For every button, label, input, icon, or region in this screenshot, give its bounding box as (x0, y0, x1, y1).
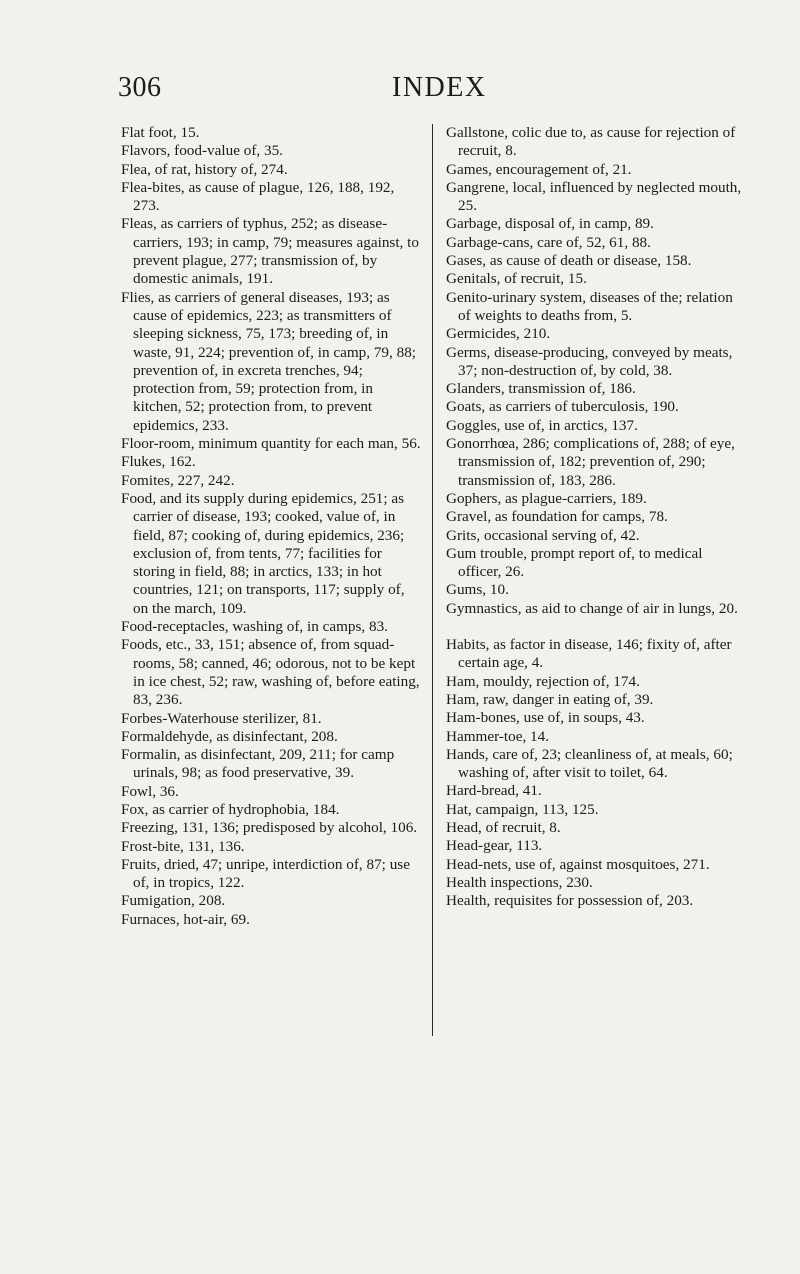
index-entry: Gum trouble, prompt report of, to medical officer, 26. (446, 544, 703, 581)
index-entry: Freezing, 131, 136; predisposed by alcohol, 106. (121, 819, 418, 837)
index-entry: Gonorrhœa, 286; complications of, 288; of eye, transmission of, 182; prevention of, 290; transmission of, 183, 286. (446, 435, 735, 489)
index-entry: Head-gear, 113. (446, 837, 543, 855)
index-entry: Hat, campaign, 113, 125. (446, 800, 599, 818)
index-entry: Ham, mouldy, rejection of, 174. (446, 672, 640, 690)
column-divider (432, 124, 433, 1036)
index-entry: Flavors, food-value of, 35. (121, 142, 283, 160)
index-entry: Glanders, transmission of, 186. (446, 380, 636, 398)
index-entry: Foods, etc., 33, 151; absence of, from squad-rooms, 58; canned, 46; odorous, not to be kept in ice chest, 52; raw, washing of, before eating, 83, 236. (121, 636, 420, 709)
index-entry: Fumigation, 208. (121, 892, 226, 910)
index-entry: Goggles, use of, in arctics, 137. (446, 416, 638, 434)
index-entry: Ham, raw, danger in eating of, 39. (446, 690, 654, 708)
index-entry: Fleas, as carriers of typhus, 252; as disease-carriers, 193; in camp, 79; measures against, to prevent plague, 277; transmission of, by domestic animals, 191. (121, 215, 419, 288)
index-entry: Flea-bites, as cause of plague, 126, 188, 192, 273. (121, 178, 395, 215)
index-entry: Furnaces, hot-air, 69. (121, 910, 250, 928)
index-entry: Flat foot, 15. (121, 124, 200, 141)
index-entry: Flukes, 162. (121, 453, 196, 471)
index-entry: Fox, as carrier of hydrophobia, 184. (121, 800, 340, 818)
index-entry: Health, requisites for possession of, 203. (446, 892, 694, 910)
index-entry: Hands, care of, 23; cleanliness of, at meals, 60; washing of, after visit to toilet, 64. (446, 745, 733, 782)
index-entry: Games, encouragement of, 21. (446, 160, 632, 178)
index-entry: Head-nets, use of, against mosquitoes, 271. (446, 855, 710, 873)
index-entry: Food, and its supply during epidemics, 251; as carrier of disease, 193; cooked, value of, in field, 87; cooking of, during epidemics, 236; exclusion of, from tents, 77; facilities for storing in field, 88; in arctics, 133; in hot countries, 121; on transports, 117; supply of, on the march, 109. (121, 489, 405, 617)
index-entry: Gophers, as plague-carriers, 189. (446, 489, 647, 507)
index-entry: Goats, as carriers of tuberculosis, 190. (446, 398, 679, 416)
index-entry: Genitals, of recruit, 15. (446, 270, 587, 288)
index-entry: Gymnastics, as aid to change of air in lungs, 20. (446, 599, 738, 617)
index-entry: Gangrene, local, influenced by neglected mouth, 25. (446, 178, 742, 215)
index-entry: Gases, as cause of death or disease, 158. (446, 252, 692, 270)
index-entry: Germs, disease-producing, conveyed by meats, 37; non-destruction of, by cold, 38. (446, 343, 733, 379)
index-entry: Garbage, disposal of, in camp, 89. (446, 215, 654, 233)
index-entry: Flea, of rat, history of, 274. (121, 160, 288, 178)
index-entry: Frost-bite, 131, 136. (121, 837, 245, 855)
page-header (0, 72, 800, 112)
index-entry: Gravel, as foundation for camps, 78. (446, 508, 668, 526)
index-entry: Formaldehyde, as disinfectant, 208. (121, 727, 338, 745)
running-title: INDEX (392, 72, 487, 103)
index-entry: Flies, as carriers of general diseases, 193; as cause of epidemics, 223; as transmitters of sleeping sickness, 75, 173; breeding of, in waste, 91, 224; prevention of, in camp, 79, 88; prevention of, in excreta trenches, 94; protection from, 59; protection from, in kitchen, 52; protection from, to prevent epidemics, 233. (121, 288, 417, 434)
index-entry: Formalin, as disinfectant, 209, 211; for camp urinals, 98; as food preservative, 39. (121, 746, 395, 782)
index-entry: Floor-room, minimum quantity for each man, 56. (121, 435, 421, 453)
index-entry: Forbes-Waterhouse sterilizer, 81. (121, 709, 322, 727)
index-entry: Fomites, 227, 242. (121, 471, 235, 489)
index-column-right (446, 124, 746, 910)
index-entry: Hammer-toe, 14. (446, 727, 550, 745)
index-entry: Gallstone, colic due to, as cause for rejection of recruit, 8. (446, 124, 736, 160)
index-entry: Gums, 10. (446, 581, 509, 599)
index-entry: Genito-urinary system, diseases of the; relation of weights to deaths from, 5. (446, 288, 733, 324)
index-entry: Ham-bones, use of, in soups, 43. (446, 709, 645, 727)
index-entry: Hard-bread, 41. (446, 782, 542, 800)
index-entry: Germicides, 210. (446, 325, 551, 343)
index-entry: Food-receptacles, washing of, in camps, 83. (121, 618, 388, 636)
index-entry: Grits, occasional serving of, 42. (446, 526, 640, 544)
index-entry: Health inspections, 230. (446, 873, 593, 891)
index-entry: Head, of recruit, 8. (446, 818, 561, 836)
page-number: 306 (118, 72, 162, 103)
index-column-left (121, 124, 421, 929)
index-entry: Habits, as factor in disease, 146; fixity of, after certain age, 4. (446, 636, 732, 672)
index-entry: Fruits, dried, 47; unripe, interdiction of, 87; use of, in tropics, 122. (121, 855, 410, 892)
index-entry: Fowl, 36. (121, 782, 179, 800)
index-entry: Garbage-cans, care of, 52, 61, 88. (446, 233, 651, 251)
